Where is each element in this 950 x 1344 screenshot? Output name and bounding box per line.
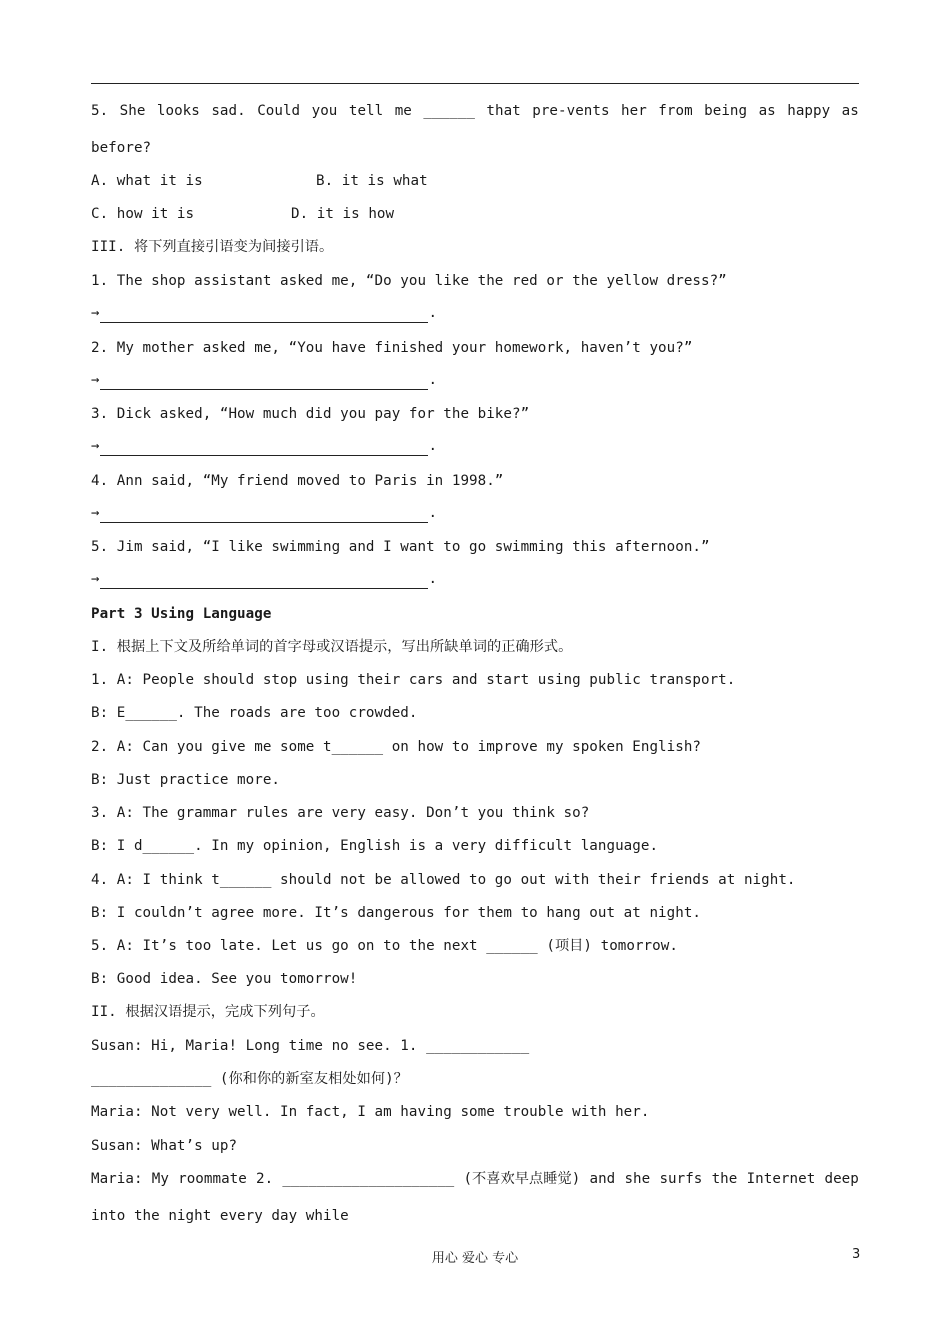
dialog-line: B: Just practice more. bbox=[91, 772, 281, 788]
answer-blank[interactable] bbox=[100, 441, 428, 456]
q5-word: her bbox=[621, 103, 647, 119]
q5-word: me bbox=[394, 103, 412, 119]
q5-word: happy bbox=[787, 103, 831, 119]
part3-heading-i: I. 根据上下文及所给单词的首字母或汉语提示，写出所缺单词的正确形式。 bbox=[91, 639, 573, 655]
q5-option-b: B. it is what bbox=[316, 173, 428, 189]
maria2-word: roommate bbox=[178, 1171, 247, 1187]
answer-blank[interactable] bbox=[100, 508, 428, 523]
dialog-line: B: I d______. In my opinion, English is a very difficult language. bbox=[91, 838, 659, 854]
q5-word: that bbox=[486, 103, 521, 119]
dialog-line: B: E______. The roads are too crowded. bbox=[91, 705, 418, 721]
section-iii-heading: III. 将下列直接引语变为间接引语。 bbox=[91, 239, 334, 255]
q5-line bbox=[91, 101, 859, 121]
dialog-line: 5. A: It’s too late. Let us go on to the next ______ (项目) tomorrow. bbox=[91, 938, 678, 954]
sec3-item-4: 4. Ann said, “My friend moved to Paris in 1998.” bbox=[91, 473, 504, 489]
dialog-line: B: Good idea. See you tomorrow! bbox=[91, 971, 358, 987]
q5-word: ______ bbox=[423, 103, 475, 119]
dialog-line: 1. A: People should stop using their cars and start using public transport. bbox=[91, 672, 736, 688]
q5-word: sad. bbox=[211, 103, 246, 119]
answer-blank[interactable] bbox=[100, 375, 428, 390]
dialog-line: 3. A: The grammar rules are very easy. Don’t you think so? bbox=[91, 805, 590, 821]
arrow-icon: → bbox=[91, 438, 100, 454]
answer-line-1[interactable]: → . bbox=[91, 305, 438, 321]
answer-line-5[interactable]: → . bbox=[91, 571, 438, 587]
dialog-maria-2 bbox=[91, 1169, 859, 1189]
answer-blank[interactable] bbox=[100, 574, 428, 589]
sec3-item-1: 1. The shop assistant asked me, “Do you like the red or the yellow dress?” bbox=[91, 273, 727, 289]
maria2-word: (不喜欢早点睡觉) bbox=[463, 1171, 581, 1187]
q5-word: She bbox=[119, 103, 146, 119]
q5-word: looks bbox=[156, 103, 200, 119]
dialog-maria-2-cont: into the night every day while bbox=[91, 1208, 349, 1224]
dialog-line: 2. A: Can you give me some t______ on how to improve my spoken English? bbox=[91, 739, 702, 755]
maria2-word: surfs bbox=[659, 1171, 703, 1187]
part3-title: Part 3 Using Language bbox=[91, 606, 272, 622]
arrow-icon: → bbox=[91, 505, 100, 521]
maria2-word: Maria: bbox=[91, 1171, 143, 1187]
dialog-susan-2: Susan: What’s up? bbox=[91, 1138, 238, 1154]
maria2-word: My bbox=[151, 1171, 169, 1187]
answer-blank[interactable] bbox=[100, 308, 428, 323]
maria2-word: the bbox=[711, 1171, 738, 1187]
q5-word: pre-vents bbox=[532, 103, 610, 119]
footer-motto: 用心 爱心 专心 bbox=[431, 1251, 519, 1266]
q5-word: you bbox=[311, 103, 338, 119]
dialog-line: 4. A: I think t______ should not be allowed to go out with their friends at night. bbox=[91, 872, 796, 888]
page-number: 3 bbox=[852, 1247, 861, 1262]
dialog-susan-1-cont: ______________ (你和你的新室友相处如何)？ bbox=[91, 1071, 408, 1087]
q5-option-d: D. it is how bbox=[291, 206, 395, 222]
answer-line-3[interactable]: → . bbox=[91, 438, 438, 454]
maria2-word: and bbox=[589, 1171, 616, 1187]
arrow-icon: → bbox=[91, 571, 100, 587]
maria2-word: she bbox=[624, 1171, 651, 1187]
dialog-line: B: I couldn’t agree more. It’s dangerous for them to hang out at night. bbox=[91, 905, 702, 921]
maria2-word: 2. bbox=[256, 1171, 274, 1187]
q5-word: as bbox=[841, 103, 859, 119]
q5-word: Could bbox=[257, 103, 301, 119]
answer-line-2[interactable]: → . bbox=[91, 372, 438, 388]
sec3-item-2: 2. My mother asked me, “You have finished your homework, haven’t you?” bbox=[91, 340, 693, 356]
sec3-item-3: 3. Dick asked, “How much did you pay for the bike?” bbox=[91, 406, 530, 422]
q5-word: 5. bbox=[91, 103, 109, 119]
dialog-susan-1: Susan: Hi, Maria! Long time no see. 1. ____________ bbox=[91, 1038, 530, 1054]
maria2-word: Internet bbox=[746, 1171, 816, 1187]
q5-word: tell bbox=[348, 103, 384, 119]
q5-word: as bbox=[758, 103, 776, 119]
q5-word: from bbox=[658, 103, 693, 119]
arrow-icon: → bbox=[91, 372, 100, 388]
q5-option-a: A. what it is bbox=[91, 173, 203, 189]
q5-continuation: before? bbox=[91, 140, 152, 156]
q5-word: being bbox=[704, 103, 748, 119]
header-rule bbox=[91, 83, 859, 84]
sec3-item-5: 5. Jim said, “I like swimming and I want to go swimming this afternoon.” bbox=[91, 539, 710, 555]
part3-heading-ii: II. 根据汉语提示，完成下列句子。 bbox=[91, 1004, 325, 1020]
maria2-word: ____________________ bbox=[282, 1171, 455, 1187]
q5-option-c: C. how it is bbox=[91, 206, 195, 222]
dialog-maria-1: Maria: Not very well. In fact, I am having some trouble with her. bbox=[91, 1104, 650, 1120]
arrow-icon: → bbox=[91, 305, 100, 321]
maria2-word: deep bbox=[824, 1171, 859, 1187]
answer-line-4[interactable]: → . bbox=[91, 505, 438, 521]
